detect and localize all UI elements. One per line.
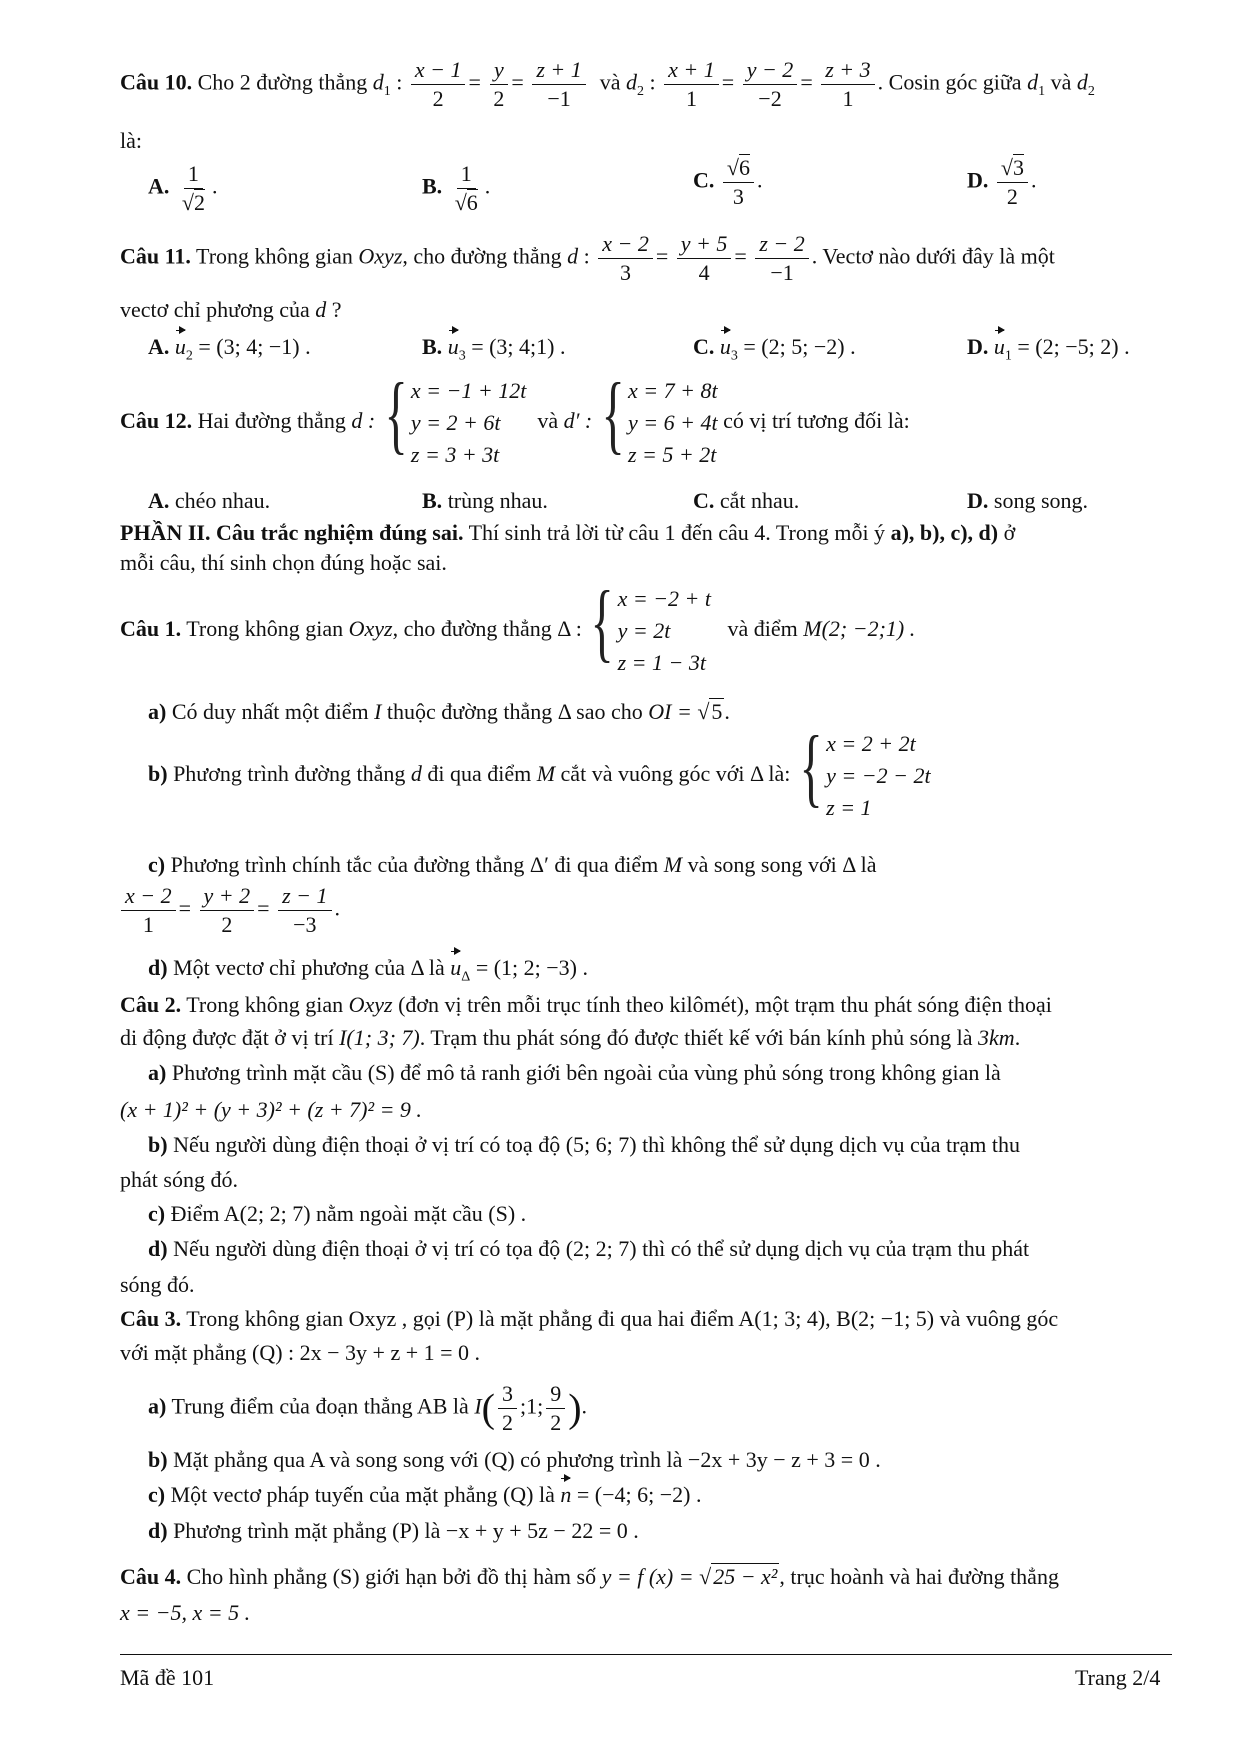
p2-label: Câu 2. [120, 992, 182, 1017]
system-row: z = 3 + 3t [410, 441, 500, 467]
q11-line1: Câu 11. Trong không gian Oxyz, cho đường thẳng d : $\frac{x - 2}{3}$ = $\frac{y + 5}{4}$ = $\frac{z - 2}{-1}$ . Vectơ nào dưới đây là một [120, 231, 1055, 286]
system-row: z = 5 + 2t [627, 441, 717, 467]
d2-ref: d [1076, 69, 1088, 95]
p1-text3: và điểm [727, 615, 798, 641]
radicand: 5 [711, 699, 723, 724]
fraction: $\frac{x - 2}{1}$ [121, 884, 176, 937]
q10-label: Câu 10. [120, 69, 193, 95]
and-text: và [599, 69, 621, 95]
sqrt: √ 25 − x² [699, 1564, 778, 1589]
q11-option-d [967, 334, 1130, 364]
part2-title: PHẦN II. Câu trắc nghiệm đúng sai. [120, 520, 464, 545]
p2-b [148, 1132, 1020, 1157]
item-text: Điểm A(2; 2; 7) nằm ngoài mặt cầu (S) . [170, 1201, 527, 1226]
q12-line [120, 366, 910, 471]
point-m: M [663, 852, 683, 877]
fraction: $\frac{√6}{3}$ [723, 156, 754, 209]
vector-sub: Δ [461, 969, 471, 985]
fraction: $\frac{y + 5}{4}$ [677, 232, 732, 285]
p2-a-equation: (x + 1)² + (y + 3)² + (z + 7)² = 9 . [120, 1097, 422, 1122]
vector-value: = (3; 4;1) . [471, 334, 566, 359]
radius: 3km [978, 1025, 1015, 1050]
p1-text2: , cho đường thẳng [392, 615, 552, 641]
line-d-prime: d′ : [563, 407, 593, 433]
q11-text3: . Vectơ nào dưới đây là một [811, 243, 1055, 269]
item-label: a) [148, 1060, 167, 1085]
item-label: b) [148, 760, 168, 786]
option-label: C. [693, 167, 715, 193]
fraction: $\frac{z - 1}{-3}$ [278, 884, 331, 937]
item-text: Phương trình mặt cầu (S) để mô tả ranh giới bên ngoài của vùng phủ sóng trong không gian là [171, 1060, 1001, 1085]
sqrt: √ 5 [697, 699, 723, 724]
item-label: c) [148, 1201, 166, 1226]
q11-option-b [422, 334, 565, 364]
option-text: trùng nhau. [447, 488, 548, 513]
q12-option-a [148, 488, 270, 513]
part2-heading [120, 520, 1015, 545]
p2-b-line2: phát sóng đó. [120, 1167, 238, 1192]
line-d: d [567, 243, 579, 269]
option-label: B. [422, 334, 443, 359]
item-text: Một vectơ pháp tuyến của mặt phẳng (Q) là [170, 1482, 555, 1507]
system-row: x = 2 + 2t [826, 731, 916, 756]
equation-system-b [796, 719, 931, 824]
p3-label: Câu 3. [120, 1306, 182, 1331]
p3-d [148, 1518, 639, 1543]
q10-option-c: C. $\frac{√6}{3}$ . [693, 155, 763, 210]
fraction: $\frac{x + 1}{1}$ [664, 58, 719, 111]
item-label: d) [148, 1518, 168, 1543]
item-text: cắt và vuông góc với Δ là: [560, 760, 791, 786]
vector-value: = (2; −5; 2) . [1017, 334, 1130, 359]
option-text: song song. [993, 488, 1089, 513]
d2-ref-sub: 2 [1087, 84, 1095, 100]
system-row: x = 7 + 8t [627, 378, 718, 403]
p2-d-line2: sóng đó. [120, 1272, 195, 1297]
vector-value: = (3; 4; −1) . [198, 334, 311, 359]
option-label: D. [967, 488, 989, 513]
vector-u: u [993, 334, 1005, 359]
item-label: c) [148, 1482, 166, 1507]
option-text: chéo nhau. [174, 488, 271, 513]
item-text: Nếu người dùng điện thoại ở vị trí có tọa độ (2; 2; 7) thì có thể sử dụng dịch vụ của trạm thu phát [173, 1236, 1030, 1261]
brace: { [601, 366, 625, 463]
fraction: $\frac{z + 3}{1}$ [821, 58, 874, 111]
q11-option-c [693, 334, 856, 364]
and-text: và [537, 407, 559, 433]
point-m: M [536, 760, 556, 786]
option-label: D. [967, 334, 989, 359]
option-label: B. [422, 173, 443, 199]
q11-option-a [148, 334, 311, 364]
q12-text2: có vị trí tương đối là: [723, 407, 910, 433]
punct: . [334, 895, 341, 921]
item-text: Phương trình mặt phẳng (P) là −x + y + 5z − 22 = 0 . [173, 1518, 639, 1543]
p1-d [148, 955, 588, 985]
system-row: x = −1 + 12t [410, 378, 527, 403]
item-label: a) [148, 1393, 167, 1419]
item-text: Trung điểm của đoạn thẳng AB là [171, 1393, 469, 1419]
system-row: x = −2 + t [617, 586, 712, 611]
fraction: $\frac{y}{2}$ [489, 58, 508, 111]
p2-line1 [120, 992, 1052, 1017]
q11-text4: vectơ chỉ phương của [120, 297, 310, 322]
equation-system-d [381, 366, 527, 471]
d1-ref: d [1027, 69, 1039, 95]
line-d: d [410, 760, 422, 786]
q10-line1: Câu 10. Cho 2 đường thẳng $d_1$ : $\frac{x - 1}{2}$ = $\frac{y}{2}$ = $\frac{z + 1}{-1}$ và $d_2$ : $\frac{x + 1}{1}$ = $\frac{y - 2}{-2}$ = $\frac{z + 3}{1}$ . Cosin góc giữa $d_1$ và $d_2$ [120, 57, 1095, 112]
q12-label: Câu 12. [120, 407, 193, 433]
p1-a [148, 698, 730, 724]
option-label: D. [967, 167, 989, 193]
item-text: đi qua điểm [427, 760, 532, 786]
fraction: $\frac{y + 2}{2}$ [200, 884, 255, 937]
q12-text: Hai đường thẳng [197, 407, 346, 433]
item-text: và song song với Δ là [687, 852, 877, 877]
footer-page-number: Trang 2/4 [1075, 1665, 1161, 1690]
p1-b [148, 719, 931, 824]
punct: . [1014, 1025, 1021, 1050]
part2-items: a), b), c), d) [890, 520, 999, 545]
system-row: z = 1 [826, 794, 872, 820]
system-rows [628, 375, 718, 471]
point-m: M(2; −2;1) . [803, 615, 916, 641]
oi: OI = [648, 699, 692, 724]
point-i: I [374, 699, 382, 724]
p1-c-equation: $\frac{x - 2}{1}$ = $\frac{y + 2}{2}$ = $\frac{z - 1}{-3}$ . [118, 884, 340, 937]
item-text: Phương trình đường thẳng [173, 760, 406, 786]
fraction: $\frac{y - 2}{-2}$ [743, 58, 798, 111]
vector-sub: 3 [730, 348, 738, 364]
fraction: $\frac{1}{√6}$ [454, 161, 478, 216]
delta: Δ : [557, 615, 582, 641]
q12-option-d [967, 488, 1088, 513]
d2-name: d [626, 69, 638, 95]
p2-line2 [120, 1025, 1020, 1050]
vector-u: u [447, 334, 459, 359]
brace: { [384, 366, 408, 463]
punct: . [581, 1393, 588, 1419]
system-rows [618, 583, 711, 679]
p2-a [148, 1060, 1001, 1085]
p2-text: Trong không gian [186, 992, 344, 1017]
option-label: A. [148, 173, 170, 199]
item-text: thuộc đường thẳng Δ sao cho [386, 699, 643, 724]
oxyz: Oxyz [348, 992, 393, 1017]
vector-u: u [719, 334, 731, 359]
q10-text: Cho 2 đường thẳng [197, 69, 368, 95]
item-text: Mặt phẳng qua A và song song với (Q) có phương trình là −2x + 3y − z + 3 = 0 . [173, 1447, 881, 1472]
p2-text2: (đơn vị trên mỗi trục tính theo kilômét), một trạm thu phát sóng điện thoại [398, 992, 1052, 1017]
p3-c [148, 1482, 702, 1507]
vector-u: u [450, 955, 462, 980]
q10-option-a: A. $\frac{1}{√2}$ . [148, 161, 218, 216]
point-i: I [474, 1393, 482, 1419]
p3-text: Trong không gian Oxyz , gọi (P) là mặt phẳng đi qua hai điểm A(1; 3; 4), B(2; −1; 5) và vuông góc [186, 1306, 1059, 1331]
fraction: $\frac{9}{2}$ [546, 1382, 565, 1435]
part2-text: Thí sinh trả lời từ câu 1 đến câu 4. Trong mỗi ý [468, 520, 886, 545]
equation-system-delta [587, 574, 712, 679]
item-label: d) [148, 1236, 168, 1261]
p2-d [148, 1236, 1029, 1261]
option-label: A. [148, 488, 170, 513]
oxyz: Oxyz [358, 243, 403, 269]
p3-line1 [120, 1306, 1058, 1331]
line-d: d : [351, 407, 376, 433]
d2-sub: 2 [637, 84, 645, 100]
part2-text2: ở [1003, 520, 1016, 545]
q10-option-d: D. $\frac{√3}{2}$ . [967, 155, 1037, 210]
equation-system-d-prime [598, 366, 718, 471]
option-label: B. [422, 488, 443, 513]
line-d: d [315, 297, 327, 322]
point-i: I(1; 3; 7) [339, 1025, 420, 1050]
vector-u: u [174, 334, 186, 359]
punct: . [724, 699, 730, 724]
d1-sub: 1 [383, 84, 391, 100]
fraction: $\frac{3}{2}$ [498, 1382, 517, 1435]
brace: { [590, 574, 615, 671]
q11-text2: , cho đường thẳng [402, 243, 562, 269]
option-label: A. [148, 334, 170, 359]
d1-ref-sub: 1 [1038, 84, 1046, 100]
system-row: y = 2 + 6t [410, 409, 501, 435]
footer-divider [120, 1654, 1172, 1655]
p1-line [120, 574, 916, 679]
system-row: y = −2 − 2t [826, 762, 931, 788]
item-text: Nếu người dùng điện thoại ở vị trí có toạ độ (5; 6; 7) thì không thể sử dụng dịch vụ của trạm thu [173, 1132, 1020, 1157]
p2-c [148, 1201, 526, 1226]
item-text: Có duy nhất một điểm [171, 699, 369, 724]
d1-name: d [372, 69, 384, 95]
q11-label: Câu 11. [120, 243, 191, 269]
paren-right: ) [568, 1385, 582, 1431]
fraction: $\frac{z - 2}{-1}$ [755, 232, 808, 285]
p2-text: di động được đặt ở vị trí [120, 1025, 334, 1050]
item-label: c) [148, 852, 166, 877]
separator: ;1; [519, 1393, 544, 1419]
system-row: z = 1 − 3t [617, 649, 706, 675]
system-row: y = 6 + 4t [627, 409, 718, 435]
item-label: b) [148, 1132, 168, 1157]
item-label: a) [148, 699, 167, 724]
p4-line2: x = −5, x = 5 . [120, 1600, 251, 1625]
q10-text2: . Cosin góc giữa [877, 69, 1022, 95]
q10-line2: là: [120, 128, 142, 153]
q12-option-b [422, 488, 548, 513]
option-text: cắt nhau. [719, 488, 800, 513]
fraction: $\frac{√3}{2}$ [997, 156, 1028, 209]
p4-text: Cho hình phẳng (S) giới hạn bởi đồ thị hàm số [186, 1564, 597, 1589]
system-row: y = 2t [617, 617, 671, 643]
item-text: Phương trình chính tắc của đường thẳng Δ′ đi qua điểm [170, 852, 659, 877]
p4-label: Câu 4. [120, 1564, 182, 1589]
fraction: $\frac{x - 2}{3}$ [598, 232, 653, 285]
and-text: và [1050, 69, 1072, 95]
p3-b [148, 1447, 881, 1472]
vector-value: = (2; 5; −2) . [743, 334, 856, 359]
fraction: $\frac{1}{√2}$ [181, 161, 205, 216]
radicand: 25 − x² [713, 1564, 778, 1589]
q12-option-c [693, 488, 799, 513]
function: y = f (x) = [601, 1564, 694, 1589]
vector-sub: 2 [185, 348, 193, 364]
q11-text: Trong không gian [196, 243, 353, 269]
vector-value: = (−4; 6; −2) . [576, 1482, 702, 1507]
q11-text5: ? [331, 297, 342, 322]
p1-text: Trong không gian [186, 615, 344, 641]
p4-text2: , trục hoành và hai đường thẳng [779, 1564, 1059, 1589]
p4-line1 [120, 1563, 1059, 1589]
vector-value: = (1; 2; −3) . [475, 955, 589, 980]
item-text: Một vectơ chỉ phương của Δ là [173, 955, 445, 980]
oxyz: Oxyz [348, 615, 393, 641]
vector-sub: 3 [458, 348, 466, 364]
q11-line2 [120, 297, 342, 322]
p3-line2: với mặt phẳng (Q) : 2x − 3y + z + 1 = 0 . [120, 1340, 481, 1365]
item-label: d) [148, 955, 168, 980]
system-rows [411, 375, 526, 471]
option-label: C. [693, 334, 715, 359]
q10-option-b: B. $\frac{1}{√6}$ . [422, 161, 491, 216]
p1-c [148, 852, 877, 877]
vector-sub: 1 [1004, 348, 1012, 364]
p1-label: Câu 1. [120, 615, 182, 641]
item-label: b) [148, 1447, 168, 1472]
footer-exam-code: Mã đề 101 [120, 1665, 215, 1690]
option-label: C. [693, 488, 715, 513]
paren-left: ( [481, 1385, 495, 1431]
brace: { [799, 719, 823, 816]
part2-line2: mỗi câu, thí sinh chọn đúng hoặc sai. [120, 550, 447, 575]
p2-text: . Trạm thu phát sóng đó được thiết kế với bán kính phủ sóng là [419, 1025, 973, 1050]
fraction: $\frac{z + 1}{-1}$ [532, 58, 585, 111]
p3-a [148, 1382, 587, 1435]
fraction: $\frac{x - 1}{2}$ [411, 58, 466, 111]
system-rows [826, 728, 930, 824]
vector-n: n [560, 1482, 572, 1507]
